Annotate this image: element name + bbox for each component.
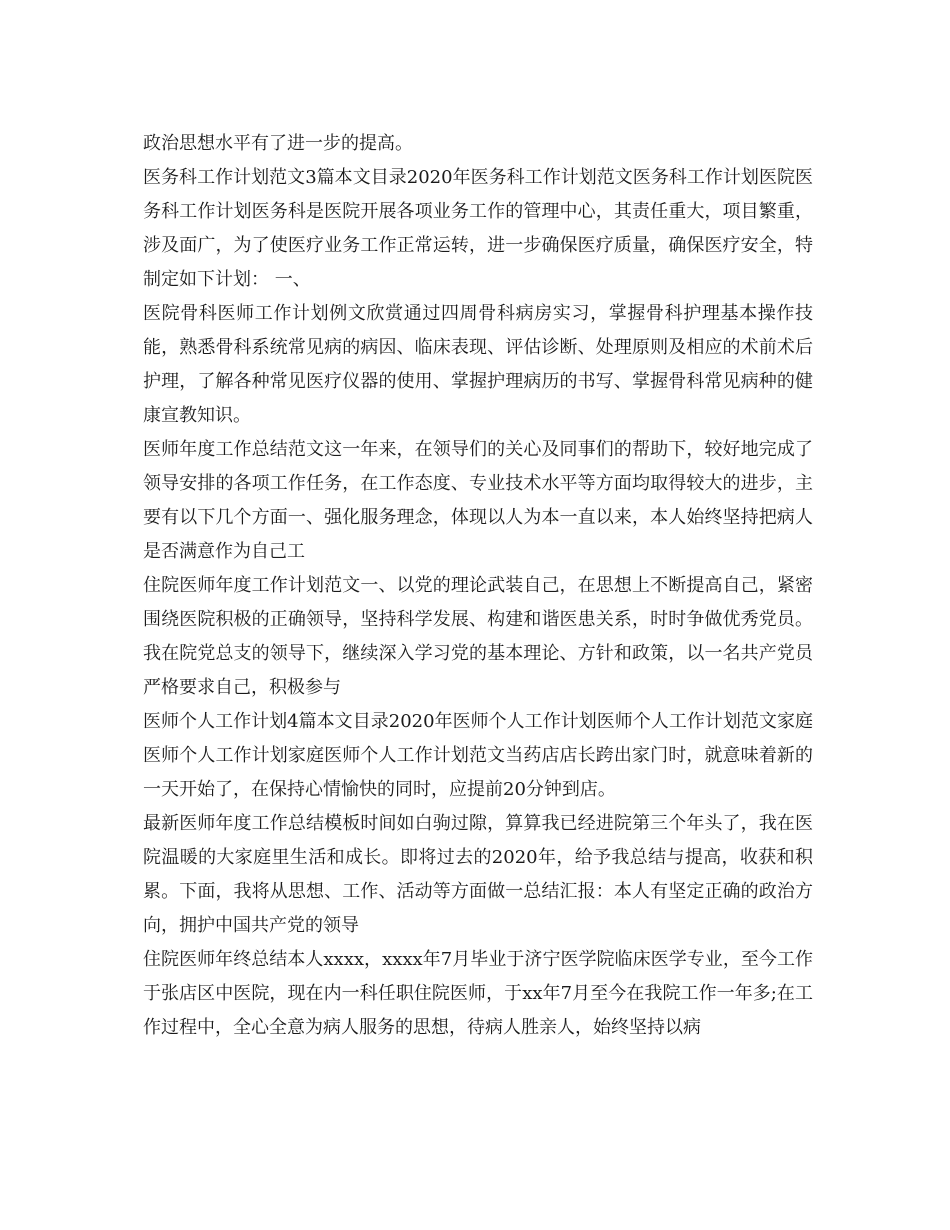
paragraph-1: 政治思想水平有了进一步的提高。 <box>143 133 413 154</box>
paragraph-8: 住院医师年终总结本人xxxx，xxxx年7月毕业于济宁医学院临床医学专业，至今工作于张店区中医院，现在内一科任职住院医师，于xx年7月至今在我院工作一年多;在工作过程中，全心全意为病人服务的思想，待病人胜亲人，始终坚持以病 <box>143 949 813 1038</box>
paragraph-6: 医师个人工作计划4篇本文目录2020年医师个人工作计划医师个人工作计划范文家庭医师个人工作计划家庭医师个人工作计划范文当药店店长跨出家门时，就意味着新的一天开始了，在保持心情愉快的同时，应提前20分钟到店。 <box>143 711 813 800</box>
paragraph-3: 医院骨科医师工作计划例文欣赏通过四周骨科病房实习，掌握骨科护理基本操作技能，熟悉骨科系统常见病的病因、临床表现、评估诊断、处理原则及相应的术前术后护理，了解各种常见医疗仪器的使用、掌握护理病历的书写、掌握骨科常见病种的健康宣教知识。 <box>143 303 813 426</box>
paragraph-2: 医务科工作计划范文3篇本文目录2020年医务科工作计划范文医务科工作计划医院医务科工作计划医务科是医院开展各项业务工作的管理中心，其责任重大，项目繁重，涉及面广，为了使医疗业务工作正常运转，进一步确保医疗质量，确保医疗安全，特制定如下计划： 一、 <box>143 167 813 290</box>
paragraph-7: 最新医师年度工作总结模板时间如白驹过隙，算算我已经进院第三个年头了，我在医院温暖的大家庭里生活和成长。即将过去的2020年，给予我总结与提高，收获和积累。下面，我将从思想、工作、活动等方面做一总结汇报：本人有坚定正确的政治方向，拥护中国共产党的领导 <box>143 813 813 936</box>
paragraph-5: 住院医师年度工作计划范文一、以党的理论武装自己，在思想上不断提高自己，紧密围绕医院积极的正确领导，坚持科学发展、构建和谐医患关系，时时争做优秀党员。我在院党总支的领导下，继续深入学习党的基本理论、方针和政策，以一名共产党员严格要求自己，积极参与 <box>143 575 813 698</box>
paragraph-4: 医师年度工作总结范文这一年来，在领导们的关心及同事们的帮助下，较好地完成了领导安排的各项工作任务，在工作态度、专业技术水平等方面均取得较大的进步，主要有以下几个方面一、强化服务理念，体现以人为本一直以来，本人始终坚持把病人是否满意作为自己工 <box>143 439 813 562</box>
document-body <box>143 127 813 1045</box>
